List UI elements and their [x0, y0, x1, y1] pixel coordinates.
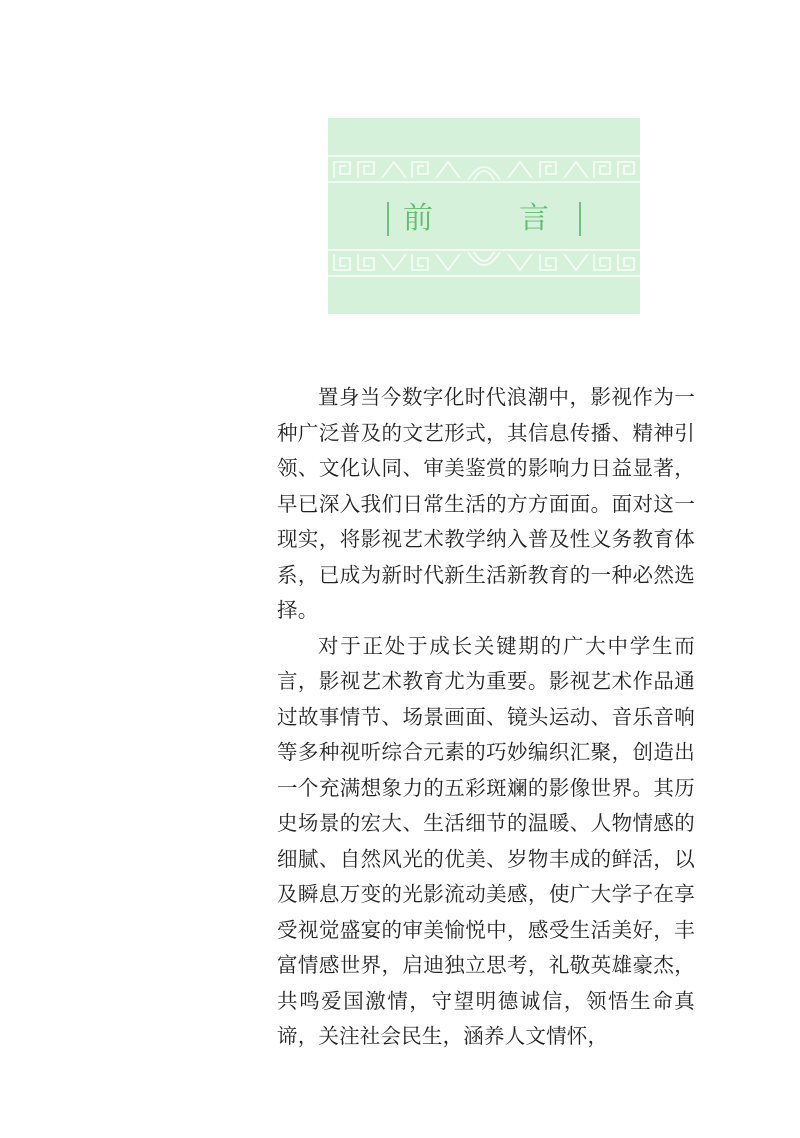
paragraph-1: 置身当今数字化时代浪潮中，影视作为一种广泛普及的文艺形式，其信息传播、精神引领、文化认同、审美鉴赏的影响力日益显著，早已深入我们日常生活的方方面面。面对这一现实，将影视艺术教学纳入普及性义务教育体系，已成为新时代新生活新教育的一种必然选择。	[277, 385, 695, 622]
ornament-band-top	[328, 150, 640, 186]
ornament-band-bottom	[328, 246, 640, 282]
title-block	[328, 118, 640, 314]
preface-body	[277, 380, 695, 1055]
paragraph-2: 对于正处于成长关键期的广大中学生而言，影视艺术教育尤为重要。影视艺术作品通过故事情节、场景画面、镜头运动、音乐音响等多种视听综合元素的巧妙编织汇聚，创造出一个充满想象力的五彩斑斓的影像世界。其历史场景的宏大、生活细节的温暖、人物情感的细腻、自然风光的优美、岁物丰成的鲜活，以及瞬息万变的光影流动美感，使广大学子在享受视觉盛宴的审美愉悦中，感受生活美好，丰富情感世界，启迪独立思考，礼敬英雄豪杰，共鸣爱国激情，守望明德诚信，领悟生命真谛，关注社会民生，涵养人文情怀，	[277, 633, 695, 1048]
page-title: 前 言	[403, 201, 577, 236]
heading-right-bar	[579, 202, 581, 236]
heading-row	[328, 198, 640, 240]
